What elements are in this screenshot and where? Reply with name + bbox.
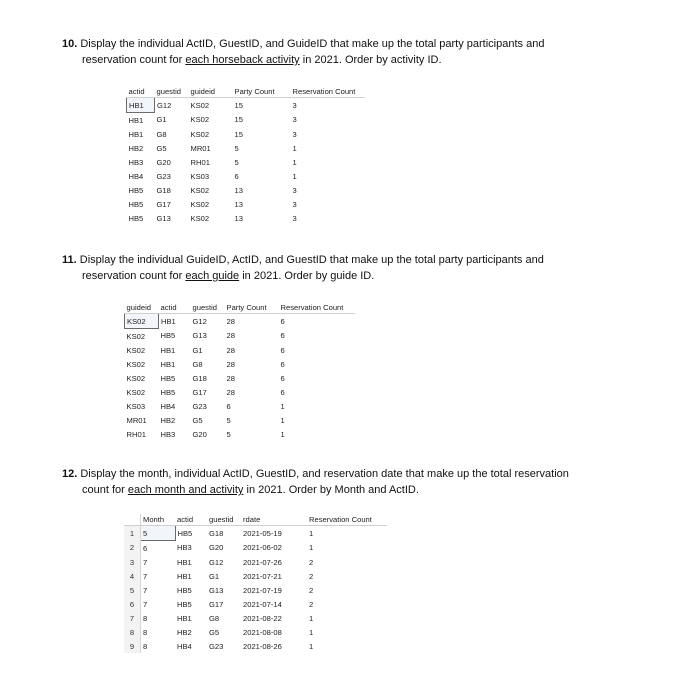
table-row [127, 141, 365, 155]
table-cell: 8 [143, 627, 148, 637]
table-cell: 5 [141, 526, 176, 541]
table-cell: KS02 [190, 115, 210, 125]
table-cell: 4 [124, 569, 141, 583]
table-cell: 3 [292, 199, 297, 209]
table-cell: 6 [280, 373, 285, 383]
table-cell: KS02 [125, 314, 159, 329]
table-cell: 6 [280, 359, 285, 369]
underlined-phrase: each guide [185, 270, 240, 282]
result-grid-q10 [126, 86, 365, 225]
table-cell: G1 [192, 345, 203, 355]
table-row [124, 597, 387, 611]
question-text: in 2021. Order by guide ID. [239, 270, 375, 282]
table-row [124, 639, 387, 653]
table-cell: G23 [192, 401, 207, 411]
column-header: rdate [241, 514, 307, 526]
column-header: Reservation Count [291, 86, 365, 98]
table-cell: 7 [124, 611, 141, 625]
table-cell: 6 [124, 597, 141, 611]
table-cell: G1 [156, 115, 167, 125]
table-row [127, 98, 365, 113]
table-cell: 1 [309, 613, 314, 623]
table-cell: 2 [309, 571, 314, 581]
table-cell: 7 [143, 571, 148, 581]
table-cell: KS02 [190, 185, 210, 195]
table-cell: G23 [156, 171, 171, 181]
table-cell: KS02 [190, 213, 210, 223]
table-cell: KS02 [190, 129, 210, 139]
table-cell: 2021-07-14 [243, 599, 282, 609]
table-cell: 1 [292, 157, 297, 167]
table-cell: 1 [292, 171, 297, 181]
table-row [124, 526, 387, 541]
table-row [125, 371, 355, 385]
table-cell: 2021-06-02 [243, 543, 282, 553]
result-grid-q12 [124, 514, 387, 653]
table-cell: G13 [209, 585, 224, 595]
table-cell: G12 [192, 316, 207, 326]
table-row [125, 329, 355, 344]
table-cell: HB5 [128, 199, 144, 209]
table-cell: 15 [234, 100, 243, 110]
table-cell: 2021-08-22 [243, 613, 282, 623]
table-cell: HB5 [128, 213, 144, 223]
table-cell: 28 [226, 331, 235, 341]
table-cell: G18 [209, 528, 224, 538]
table-cell: G1 [209, 571, 220, 581]
table-cell: HB1 [160, 359, 176, 369]
table-cell: 8 [143, 613, 148, 623]
table-cell: 6 [226, 401, 231, 411]
underlined-phrase: each horseback activity [185, 54, 300, 66]
table-cell: KS02 [190, 199, 210, 209]
table-row [125, 343, 355, 357]
question-number: 12. [62, 468, 78, 480]
table-cell: 1 [280, 415, 285, 425]
column-header: guestid [191, 302, 225, 314]
column-header: Reservation Count [307, 514, 387, 526]
table-cell: G8 [209, 613, 220, 623]
table-row [127, 127, 365, 141]
column-header: Month [141, 514, 176, 526]
table-row [125, 357, 355, 371]
table-cell: HB5 [177, 528, 193, 538]
table-cell: 2 [309, 585, 314, 595]
table-row [127, 211, 365, 225]
table-row [125, 427, 355, 441]
table-cell: 2021-08-08 [243, 627, 282, 637]
table-cell: 3 [292, 185, 297, 195]
table-cell: 5 [234, 157, 239, 167]
table-row [127, 113, 365, 128]
table-row [124, 541, 387, 556]
question-text: in 2021. Order by Month and ActID. [243, 484, 419, 496]
table-cell: HB5 [160, 387, 176, 397]
table-cell: HB1 [160, 345, 176, 355]
table-cell: 13 [234, 185, 243, 195]
table-cell: 2021-07-19 [243, 585, 282, 595]
table-cell: 3 [292, 100, 297, 110]
table-cell: KS02 [126, 373, 146, 383]
table-cell: 3 [292, 213, 297, 223]
table-row [127, 183, 365, 197]
table-cell: 1 [309, 627, 314, 637]
table-cell: MR01 [126, 415, 147, 425]
table-cell: G8 [192, 359, 203, 369]
table-row [127, 155, 365, 169]
table-cell: HB2 [177, 627, 192, 637]
table-cell: HB2 [128, 143, 144, 153]
table-cell: HB5 [177, 585, 192, 595]
table-cell: 3 [124, 555, 141, 569]
table-cell: 6 [280, 387, 285, 397]
table-cell: 8 [124, 625, 141, 639]
table-cell: 28 [226, 359, 235, 369]
question-11 [62, 252, 672, 284]
question-text: count for [82, 484, 128, 496]
table-row [124, 611, 387, 625]
question-number: 10. [62, 38, 78, 50]
table-cell: HB1 [177, 613, 192, 623]
table-row [125, 314, 355, 329]
table-cell: HB1 [177, 571, 192, 581]
table-cell: 1 [124, 526, 141, 541]
question-text: Display the individual GuideID, ActID, and GuestID that make up the total party participants and [76, 254, 544, 266]
table-cell: 2 [309, 599, 314, 609]
table-cell: G20 [192, 429, 207, 439]
table-cell: HB5 [160, 373, 176, 383]
table-cell: 28 [226, 373, 235, 383]
column-header: guestid [155, 86, 189, 98]
table-cell: G18 [192, 373, 207, 383]
table-cell: 1 [309, 641, 314, 651]
table-cell: 5 [226, 415, 231, 425]
table-row [124, 583, 387, 597]
table-cell: HB2 [160, 415, 176, 425]
table-cell: 5 [124, 583, 141, 597]
table-cell: 2021-07-26 [243, 557, 282, 567]
column-header: Party Count [233, 86, 291, 98]
table-cell: 7 [143, 585, 148, 595]
table-cell: 5 [226, 429, 231, 439]
table-cell: 28 [226, 316, 235, 326]
table-cell: 5 [234, 143, 239, 153]
table-row [124, 569, 387, 583]
column-header: actid [175, 514, 207, 526]
table-cell: RH01 [126, 429, 146, 439]
table-cell: G17 [192, 387, 207, 397]
result-grid-q11 [124, 302, 355, 441]
question-number: 11. [62, 254, 77, 266]
table-cell: HB1 [127, 98, 155, 113]
table-cell: G13 [156, 213, 171, 223]
table-cell: 15 [234, 115, 243, 125]
table-cell: 13 [234, 213, 243, 223]
column-header: guideid [125, 302, 159, 314]
table-cell: KS02 [190, 100, 210, 110]
table-cell: 3 [292, 115, 297, 125]
table-cell: 2 [309, 557, 314, 567]
table-cell: HB1 [177, 557, 192, 567]
table-cell: HB1 [128, 129, 144, 139]
table-cell: 15 [234, 129, 243, 139]
column-header: guideid [189, 86, 233, 98]
table-cell: 6 [280, 316, 285, 326]
table-cell: KS02 [126, 331, 146, 341]
table-cell: 6 [280, 345, 285, 355]
table-cell: HB5 [177, 599, 192, 609]
table-cell: G12 [209, 557, 224, 567]
table-cell: 7 [143, 599, 148, 609]
table-cell: 28 [226, 345, 235, 355]
table-cell: G20 [156, 157, 171, 167]
table-cell: 6 [280, 331, 285, 341]
table-cell: G5 [192, 415, 203, 425]
table-cell: KS02 [126, 359, 146, 369]
table-row [125, 413, 355, 427]
table-cell: HB3 [177, 543, 192, 553]
question-text: Display the individual ActID, GuestID, and GuideID that make up the total party participants and [77, 38, 545, 50]
table-cell: HB4 [128, 171, 144, 181]
table-cell: 2021-05-19 [243, 528, 282, 538]
table-cell: HB5 [128, 185, 144, 195]
table-cell: G5 [209, 627, 220, 637]
table-cell: 1 [309, 543, 314, 553]
table-row [124, 555, 387, 569]
table-cell: G18 [156, 185, 171, 195]
column-header: Reservation Count [279, 302, 355, 314]
table-cell: 3 [292, 129, 297, 139]
table-cell: G17 [209, 599, 224, 609]
table-cell: HB5 [160, 331, 176, 341]
table-cell: G20 [209, 543, 224, 553]
table-cell: 1 [280, 429, 285, 439]
question-text: in 2021. Order by activity ID. [299, 54, 442, 66]
table-cell: G17 [156, 199, 171, 209]
table-cell: MR01 [190, 143, 211, 153]
question-10 [62, 36, 672, 68]
table-cell: 1 [280, 401, 285, 411]
question-text: reservation count for [82, 54, 186, 66]
table-cell: KS02 [126, 387, 146, 397]
column-header: Party Count [225, 302, 279, 314]
question-text: Display the month, individual ActID, GuestID, and reservation date that make up the total reservation [77, 468, 569, 480]
table-cell: 28 [226, 387, 235, 397]
table-cell: RH01 [190, 157, 210, 167]
table-cell: G12 [157, 100, 172, 110]
table-cell: 13 [234, 199, 243, 209]
table-cell: G8 [156, 129, 167, 139]
table-cell: HB4 [177, 641, 192, 651]
table-cell: 1 [309, 528, 314, 538]
table-cell: HB1 [128, 115, 144, 125]
underlined-phrase: each month and activity [127, 484, 244, 496]
table-cell: 6 [234, 171, 239, 181]
table-cell: 9 [124, 639, 141, 653]
table-cell: 8 [143, 641, 148, 651]
table-cell: G13 [192, 331, 207, 341]
table-cell: HB4 [160, 401, 176, 411]
table-cell: 7 [143, 557, 148, 567]
table-cell: G5 [156, 143, 167, 153]
question-12 [62, 466, 672, 498]
table-cell: 6 [143, 543, 148, 553]
column-header: actid [127, 86, 155, 98]
table-cell: G23 [209, 641, 224, 651]
table-cell: 2021-08-26 [243, 641, 282, 651]
table-row [125, 399, 355, 413]
column-header: guestid [207, 514, 241, 526]
table-cell: 1 [292, 143, 297, 153]
table-cell: KS02 [126, 345, 146, 355]
table-row [125, 385, 355, 399]
table-cell: 2021-07-21 [243, 571, 282, 581]
table-cell: HB3 [128, 157, 144, 167]
table-cell: 2 [124, 541, 141, 556]
question-text: reservation count for [82, 270, 186, 282]
column-header: actid [159, 302, 191, 314]
table-cell: HB1 [161, 316, 176, 326]
table-cell: KS03 [126, 401, 146, 411]
table-row [124, 625, 387, 639]
table-cell: KS03 [190, 171, 210, 181]
table-row [127, 169, 365, 183]
table-cell: HB3 [160, 429, 176, 439]
table-row [127, 197, 365, 211]
column-header [124, 514, 141, 526]
